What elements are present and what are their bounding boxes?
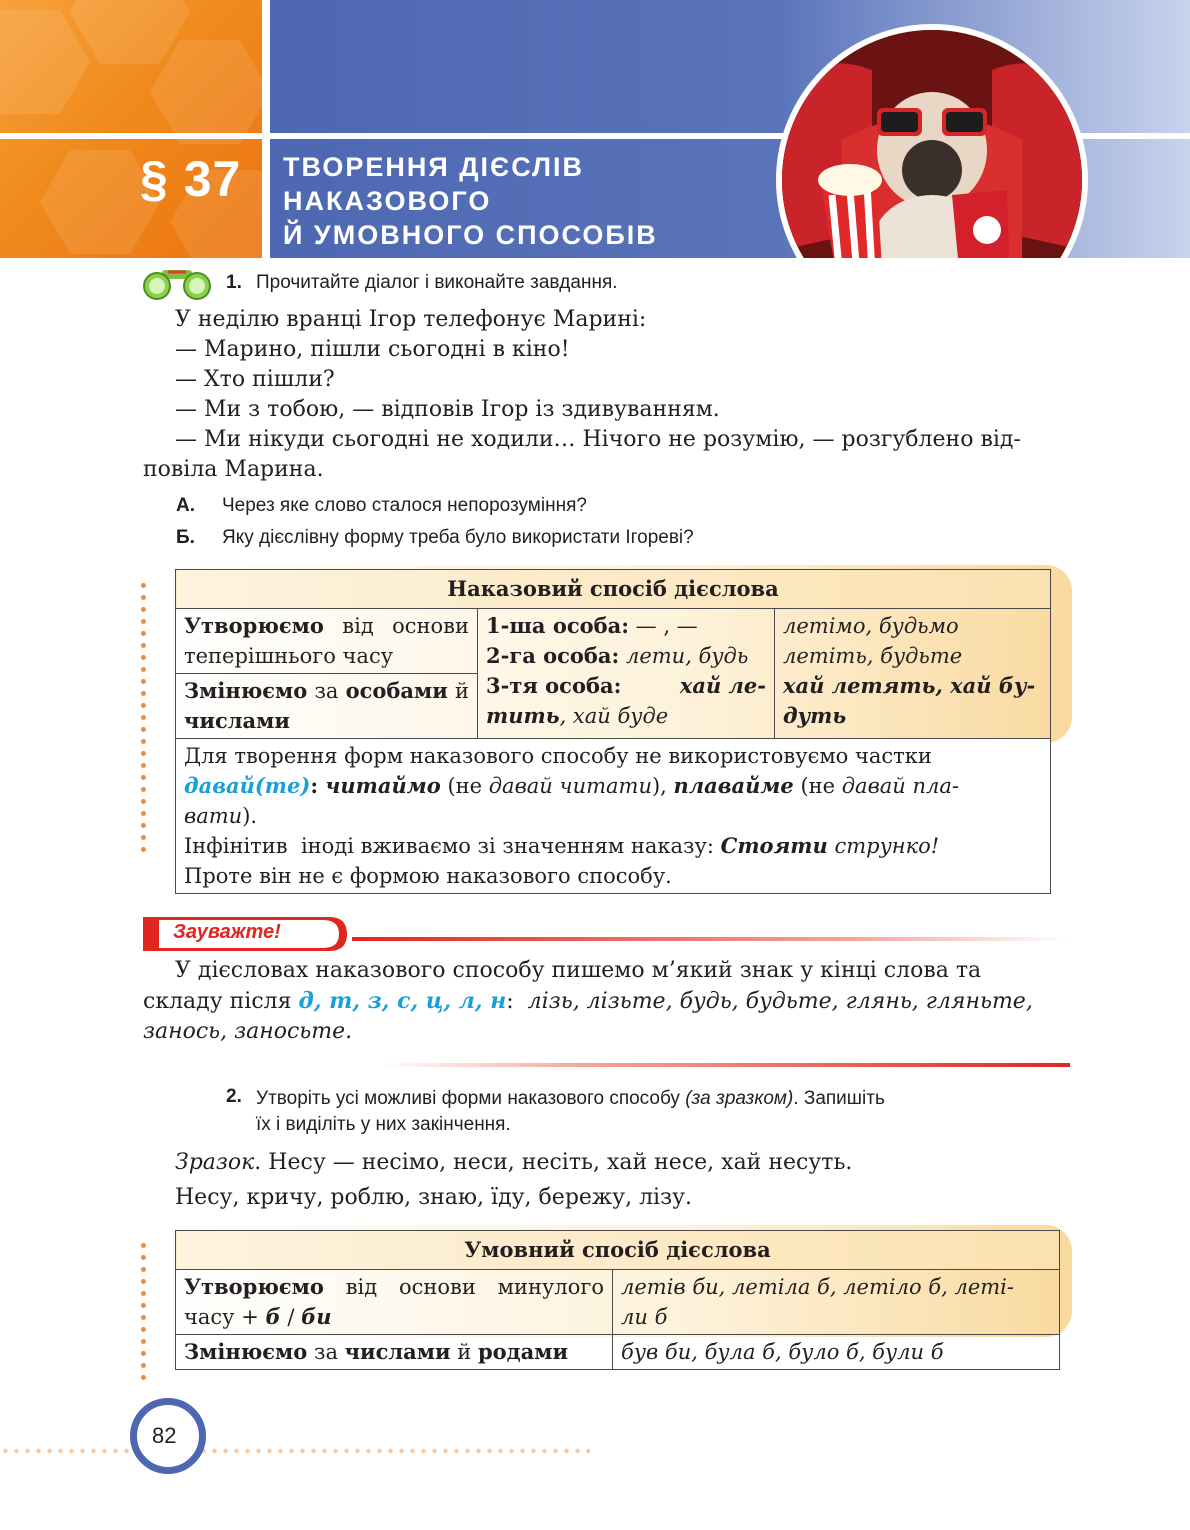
section-number: § 37 — [140, 151, 242, 207]
dialog-line: — Марино, пішли сьогодні в кіно! — [175, 337, 570, 362]
task2-text: Утворіть усі можливі форми наказового способу — [256, 1088, 686, 1109]
dialog-line: У неділю вранці Ігор телефонує Марині: — [175, 307, 647, 332]
note-line3 — [184, 801, 1042, 831]
chapter-header — [0, 0, 1190, 258]
note-paren-close: ), — [651, 774, 674, 798]
question-label-a: А. — [176, 495, 195, 516]
person3-value-cont: тить — [486, 703, 560, 728]
note-badge — [143, 917, 347, 951]
plural3-cont: дуть — [783, 703, 847, 728]
changes-and: й — [447, 679, 469, 703]
conditional-forms-cell — [613, 1335, 1060, 1370]
task2-italic: (за зразком) — [685, 1088, 794, 1109]
dialog-text — [143, 305, 1073, 485]
note-end: ). — [242, 804, 258, 828]
imperative-table-title: Наказовий спосіб дієслова — [176, 570, 1051, 609]
note-example2: плавайме — [673, 773, 794, 798]
note-divider — [352, 937, 1070, 941]
note-line4 — [184, 831, 1042, 861]
person1-value: — , — — [628, 614, 698, 638]
conditional-genders: родами — [477, 1339, 569, 1364]
question-label-b: Б. — [176, 527, 195, 548]
particle-bi: би — [301, 1304, 332, 1329]
formation-bold: Утворюємо — [184, 613, 324, 638]
conditional-changes-bold: Змінюємо — [184, 1339, 308, 1364]
page-dots-decoration — [0, 1448, 590, 1454]
imperative-note-cell — [176, 739, 1051, 894]
conditional-examples-cell — [613, 1270, 1060, 1335]
dialog-line: повіла Марина. — [143, 457, 324, 482]
imperative-mood-table — [175, 569, 1051, 894]
header-orange-panel — [0, 0, 262, 258]
person2-label: 2-га особа: — [486, 643, 620, 668]
formation-cell — [176, 609, 478, 674]
plural-forms-cell — [775, 609, 1051, 739]
conditional-examples: летів би, летіла б, летіло б, леті- — [621, 1275, 1014, 1299]
changes-bold: Змінюємо — [184, 678, 308, 703]
note-infinitive-example: Стояти — [720, 833, 828, 858]
changes-text: за — [307, 679, 346, 703]
particle-b: б — [265, 1304, 281, 1329]
note-letters: д, т, з, с, ц, л, н — [298, 988, 507, 1014]
slash: / — [280, 1305, 302, 1329]
note-infinitive: Інфінітив іноді вживаємо зі значенням наказу: — [184, 834, 721, 858]
note-text-start: складу після — [143, 989, 299, 1014]
page-number: 82 — [152, 1423, 177, 1448]
dialog-line: — Ми з тобою, — відповів Ігор із здивуванням. — [175, 397, 720, 422]
conditional-formation-bold: Утворюємо — [184, 1274, 324, 1299]
question-text-a: Через яке слово сталося непорозуміння? — [222, 495, 587, 516]
note-particle: давай(те) — [184, 773, 311, 798]
note-badge-text: Зауважте! — [173, 921, 281, 943]
person3-value: хай ле- — [679, 673, 766, 698]
sample-text: Несу — несімо, неси, несіть, хай несе, хай несуть. — [268, 1150, 853, 1175]
note-counter2: давай пла- — [841, 774, 960, 798]
section-title-line1: ТВОРЕННЯ ДІЄСЛІВ НАКАЗОВОГО — [283, 152, 584, 216]
dialog-line: — Ми нікуди сьогодні не ходили… Нічого не розумію, — розгублено від- — [175, 427, 1021, 452]
note-text-line3 — [143, 1017, 1073, 1047]
task2-text-end: . Запишіть — [793, 1088, 885, 1109]
note-text — [143, 956, 1073, 1047]
plural2: летіть, будьте — [783, 644, 963, 668]
note-line1: Для творення форм наказового способу не використовуємо частки — [184, 744, 932, 768]
note-examples-cont: занось, заносьте. — [143, 1019, 353, 1044]
conditional-changes-text: за — [307, 1340, 345, 1364]
note-infinitive-example-cont: струнко! — [827, 834, 940, 858]
note-examples: лізь, лізьте, будь, будьте, глянь, гляньте, — [527, 989, 1033, 1014]
note-line5: Проте він не є формою наказового способу. — [184, 864, 672, 888]
task2-number: 2. — [226, 1086, 242, 1107]
changes-cell — [176, 674, 478, 739]
note-example1: читаймо — [325, 773, 441, 798]
plural1: летімо, будьмо — [783, 614, 959, 638]
binoculars-icon — [140, 266, 214, 300]
conditional-formation-cell — [176, 1270, 613, 1335]
changes-numbers: числами — [184, 708, 290, 733]
task1-instruction: Прочитайте діалог і виконайте завдання. — [256, 272, 618, 293]
singular-forms-cell — [478, 609, 775, 739]
decorative-dots — [141, 1243, 147, 1387]
changes-persons: особами — [345, 678, 448, 703]
conditional-changes-cell — [176, 1335, 613, 1370]
dialog-line: — Хто пішли? — [175, 367, 335, 392]
note-counter2-cont: вати — [184, 804, 243, 828]
sample-line: Зразок. Несу — несімо, неси, несіть, хай несе, хай несуть. — [175, 1150, 853, 1175]
decorative-dots — [141, 583, 147, 859]
person3-value-tail: , хай буде — [559, 704, 669, 728]
conditional-table-title: Умовний спосіб дієслова — [176, 1231, 1060, 1270]
formation-text: від основи теперішнього часу — [184, 614, 469, 668]
note-colon: : — [506, 989, 514, 1014]
task2-text-line2: їх і виділіть у них закінчення. — [256, 1114, 511, 1135]
note-line2: давай(те): читаймо (не давай читати), плавайме (не давай пла- — [184, 773, 960, 798]
task1-number: 1. — [226, 272, 242, 293]
note-text-line1: У дієсловах наказового способу пишемо м’який знак у кінці слова та — [175, 958, 982, 983]
conditional-forms: був би, була б, було б, були б — [621, 1340, 944, 1364]
conditional-numbers: числами — [344, 1339, 451, 1364]
task2-words: Несу, кричу, роблю, знаю, їду, бережу, лізу. — [175, 1185, 693, 1210]
note-bottom-divider — [380, 1063, 1070, 1067]
note-paren2: (не — [793, 774, 842, 798]
person1-label: 1-ша особа: — [486, 613, 629, 638]
section-title — [283, 150, 773, 252]
person3-label: 3-тя особа: — [486, 673, 622, 698]
conditional-formation-text: від основи минулого часу + — [184, 1275, 604, 1329]
conditional-mood-table — [175, 1230, 1060, 1370]
note-text-line2 — [143, 986, 1073, 1017]
plural3: хай летять, хай бу- — [783, 673, 1036, 698]
sample-label: Зразок — [175, 1150, 255, 1175]
note-counter1: давай читати — [488, 774, 652, 798]
section-title-line2: Й УМОВНОГО СПОСОБІВ — [283, 220, 658, 250]
conditional-and: й — [450, 1340, 478, 1364]
task2-instruction — [256, 1086, 1036, 1138]
person2-value: лети, будь — [619, 644, 749, 668]
conditional-examples-cont: ли б — [621, 1305, 668, 1329]
question-text-b: Яку дієслівну форму треба було використати Ігореві? — [222, 527, 694, 548]
note-paren: (не — [440, 774, 489, 798]
